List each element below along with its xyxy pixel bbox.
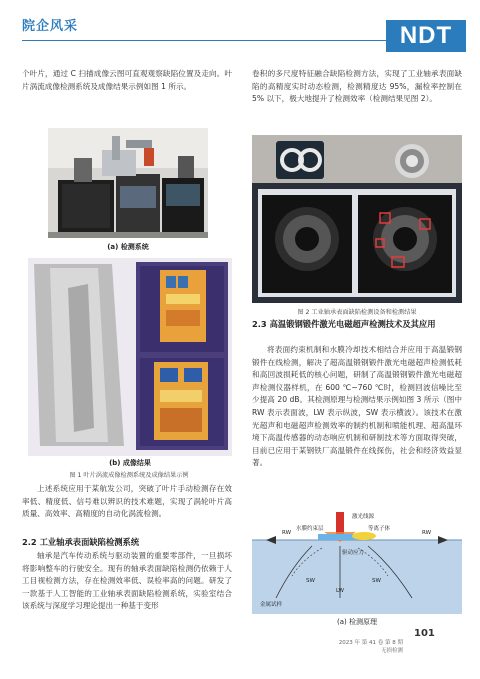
fig3-label-metal: 金属试样: [260, 602, 283, 608]
fig3-sub-a: (a) 检测原理: [337, 618, 377, 626]
fig1a-photo: [48, 128, 208, 238]
fig3-label-water: 水膜约束层: [296, 526, 324, 532]
journal-name: 无损检测: [380, 648, 403, 654]
left-paragraph-2: 上述系统应用于某航发公司，突破了叶片手动检测存在效率低、精度低、信号难以辨识的技术难题，实现了涡轮叶片高质量、高效率、高精度的自动化涡流检测。: [22, 484, 232, 519]
laser-emat-principle-diagram: [252, 506, 462, 614]
column-title: 院企风采: [22, 19, 79, 34]
section-heading-2-3: 2.3 高温锻钢锻件激光电磁超声检测技术及其应用: [252, 319, 436, 329]
fig1b-result: [28, 258, 232, 456]
fig1-caption: 图 1 叶片涡流成像检测系统及成像结果示例: [69, 472, 189, 479]
fig2-image: [252, 135, 462, 303]
right-paragraph-2: 将表面约束机制和水膜冷却技术相结合并应用于高温锻钢锻件在线检测，解决了超高温锻钢锻件激光电磁超声检测低耗和高回波损耗低的核心问题，研制了高温锻钢锻件激光电磁超声检测仪器样机，在 600 ℃~760 ℃时，检测回波信噪比至少提高 20 dB。其检测原理与检测结果示例如图 3 所示（图中 RW 表示表面波，LW 表示纵波，SW 表示横波）。该技术在激光超声和电磁超声检测效率的制约机制和喷能机理、超高温环境下高温传感器的动态响应机制和研制技术等方面取得突破，目前已应用于某钢铁厂高温锻件在线探伤，社会和经济效益显著。: [252, 345, 462, 468]
fig3-label-mechanism: 驱动应力: [342, 550, 365, 556]
left-paragraph-3: 轴承是汽车传动系统与驱动装置的重要零部件，一旦损坏将影响整车的行驶安全。现有的轴承表面缺陷检测仍依赖于人工目视检测方法，存在检测效率低、误检率高的问题。研发了一款基于人工智能的工业轴承表面缺陷检测系统，实验室结合该系统与深度学习理论提出一种基于变形: [22, 551, 232, 611]
right-paragraph-1: 卷积的多尺度特征融合缺陷检测方法，实现了工业轴承表面缺陷的高精度实时动态检测，检测精度达 95%，漏检率控制在 5% 以下，极大地提升了检测效率（检测结果见图 2）。: [252, 69, 462, 104]
fig3-label-plasma: 等离子体: [368, 526, 391, 532]
inspection-system-image: [48, 128, 208, 238]
fig3-label-rw-left: RW: [282, 530, 292, 536]
bearing-detection-image: [252, 135, 462, 303]
fig1-sub-b: (b) 成像结果: [109, 459, 151, 467]
imaging-result-image: [28, 258, 232, 456]
fig3-label-laser: 激光线源: [352, 514, 375, 520]
fig1-sub-a: (a) 检测系统: [107, 243, 149, 251]
section-heading-2-2: 2.2 工业轴承表面缺陷检测系统: [22, 537, 140, 547]
fig3-diagram: [252, 506, 462, 614]
fig3-label-lw: LW: [336, 588, 344, 594]
fig3-label-sw-left: SW: [306, 578, 315, 584]
journal-issue: 2023 年 第 41 卷 第 8 期: [338, 640, 403, 646]
ndt-logo: [386, 20, 466, 52]
fig3-label-sw-right: SW: [372, 578, 381, 584]
fig3-label-rw-right: RW: [422, 530, 432, 536]
left-paragraph-1: 个叶片，通过 C 扫描成像云图可直观观察缺陷位置及走向。叶片涡流成像检测系统及成像结果示例如图 1 所示。: [22, 69, 232, 91]
logo-text: NDT: [399, 22, 453, 49]
header-rule: [22, 40, 402, 41]
fig2-caption: 图 2 工业轴承表面缺陷检测设备和检测结果: [297, 309, 417, 316]
page-number: 101: [414, 628, 435, 639]
